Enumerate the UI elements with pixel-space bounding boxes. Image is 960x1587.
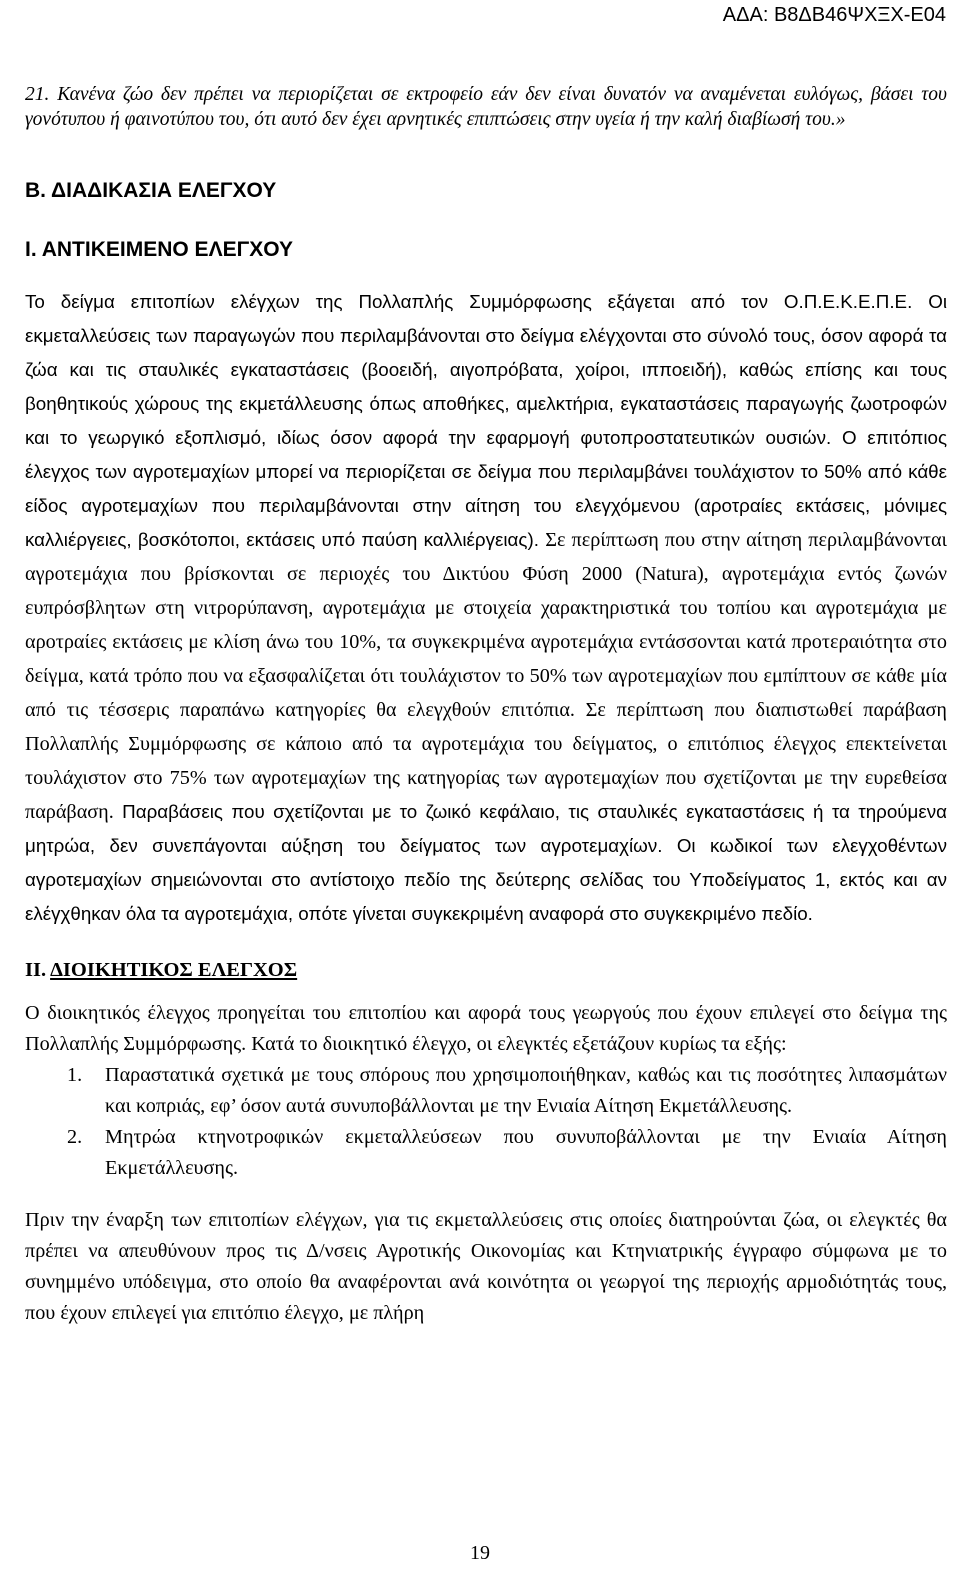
section-ii-heading <box>25 959 947 982</box>
admin-intro-paragraph: Ο διοικητικός έλεγχος προηγείται του επιτοπίου και αφορά τους γεωργούς που έχουν επιλεγεί στο δείγμα της Πολλαπλής Συμμόρφωσης. Κατά το διοικητικό έλεγχο, οι ελεγκτές εξετάζουν κυρίως τα εξής: <box>25 1002 947 1055</box>
list-item-text: Παραστατικά σχετικά με τους σπόρους που χρησιμοποιήθηκαν, καθώς και τις ποσότητες λιπασμάτων και κοπριάς, εφ’ όσον αυτά συνυποβάλλονται με την Ενιαία Αίτηση Εκμετάλλευσης. <box>105 1064 947 1117</box>
document-body <box>25 82 947 1329</box>
admin-check-list <box>25 1060 947 1184</box>
list-item <box>25 1060 947 1122</box>
list-item-text: Μητρώα κτηνοτροφικών εκμεταλλεύσεων που συνυποβάλλονται με την Ενιαία Αίτηση Εκμετάλλευσης. <box>105 1126 947 1179</box>
quoted-item-21: 21. Κανένα ζώο δεν πρέπει να περιορίζεται σε εκτροφείο εάν δεν είναι δυνατόν να αναμένεται ευλόγως, βάσει του γονότυπου ή φαινοτύπου του, ότι αυτό δεν έχει αρνητικές επιπτώσεις στην υγεία ή την καλή διαβίωσή του.» <box>25 84 947 130</box>
sample-text-sans: Το δείγμα επιτοπίων ελέγχων της Πολλαπλής Συμμόρφωσης εξάγεται από τον Ο.Π.Ε.Κ.Ε.Π.Ε. Οι εκμεταλλεύσεις των παραγωγών που περιλαμβάνονται στο δείγμα ελέγχονται στο σύνολό τους, όσον αφορά τα ζώα και τις σταυλικές εγκαταστάσεις (βοοειδή, αιγοπρόβατα, χοίροι, ιπποειδή), καθώς επίσης και τους βοηθητικούς χώρους της εκμετάλλευσης όπως αποθήκες, αμελκτήρια, εγκαταστάσεις παραγωγής ζωοτροφών και το γεωργικό εξοπλισμό, ιδίως όσον αφορά την εφαρμογή φυτοπροστατευτικών ουσιών. Ο επιτόπιος έλεγχος των αγροτεμαχίων μπορεί να περιορίζεται σε δείγμα που περιλαμβάνει τουλάχιστον το 50% από κάθε είδος αγροτεμαχίων που περιλαμβάνονται στην αίτηση του ελεγχόμενου (αροτραίες εκτάσεις, μόνιμες καλλιέργειες, βοσκότοποι, εκτάσεις υπό παύση καλλιέργειας). <box>25 291 947 550</box>
list-item-number: 2. <box>67 1126 83 1148</box>
ada-code: ΑΔΑ: Β8ΔΒ46ΨΧΞΧ-Ε04 <box>722 4 946 26</box>
sample-text-serif: Σε περίπτωση που στην αίτηση περιλαμβάνονται αγροτεμάχια που βρίσκονται σε περιοχές του Δικτύου Φύση 2000 (Natura), αγροτεμάχια εντός ζωνών ευπρόσβλητων στη νιτρορύπανση, αγροτεμάχια με στοιχεία χαρακτηριστικά του τοπίου και αγροτεμάχια με αροτραίες εκτάσεις με κλίση άνω του 10%, τα συγκεκριμένα αγροτεμάχια εντάσσονται κατά προτεραιότητα στο δείγμα, κατά τρόπο που να εξασφαλίζεται ότι τουλάχιστον το 50% των αγροτεμαχίων που εμπίπτουν σε κάθε μία από τις τέσσερις παραπάνω κατηγορίες θα ελεγχθούν επιτόπια. Σε περίπτωση που διαπιστωθεί παράβαση Πολλαπλής Συμμόρφωσης σε κάποιο από τα αγροτεμάχια του δείγματος, ο επιτόπιος έλεγχος επεκτείνεται τουλάχιστον στο 75% των αγροτεμαχίων της κατηγορίας των αγροτεμαχίων που σχετίζονται με την ευρεθείσα παράβαση. <box>25 529 947 823</box>
list-item <box>25 1122 947 1184</box>
pre-inspection-paragraph: Πριν την έναρξη των επιτοπίων ελέγχων, για τις εκμεταλλεύσεις στις οποίες διατηρούνται ζώα, οι ελεγκτές θα πρέπει να απευθύνουν προς τις Δ/νσεις Αγροτικής Οικονομίας και Κτηνιατρικής έγγραφο σύμφωνα με το συνημμένο υπόδειγμα, στο οποίο θα αναφέρονται ανά κοινότητα οι γεωργοί της περιοχής αρμοδιότητάς τους, που έχουν επιλεγεί για επιτόπιο έλεγχο, με πλήρη <box>25 1209 947 1324</box>
page-number: 19 <box>470 1542 490 1564</box>
section-ii-title: ΔΙΟΙΚΗΤΙΚΟΣ ΕΛΕΓΧΟΣ <box>50 959 298 981</box>
sample-paragraph <box>25 285 947 931</box>
section-b-heading: Β. ΔΙΑΔΙΚΑΣΙΑ ΕΛΕΓΧΟΥ <box>25 179 277 202</box>
section-ii-numeral: ΙΙ. <box>25 959 51 981</box>
list-item-number: 1. <box>67 1064 83 1086</box>
section-i-heading: Ι. ΑΝΤΙΚΕΙΜΕΝΟ ΕΛΕΓΧΟΥ <box>25 238 293 261</box>
sample-text-closing: Παραβάσεις που σχετίζονται με το ζωικό κεφάλαιο, τις σταυλικές εγκαταστάσεις ή τα τηρούμενα μητρώα, δεν συνεπάγονται αύξηση του δείγματος των αγροτεμαχίων. Οι κωδικοί των ελεγχοθέντων αγροτεμαχίων σημειώνονται στο αντίστοιχο πεδίο της δεύτερης σελίδας του Υποδείγματος 1, εκτός και αν ελέγχθηκαν όλα τα αγροτεμάχια, οπότε γίνεται συγκεκριμένη αναφορά στο συγκεκριμένο πεδίο. <box>25 801 947 924</box>
